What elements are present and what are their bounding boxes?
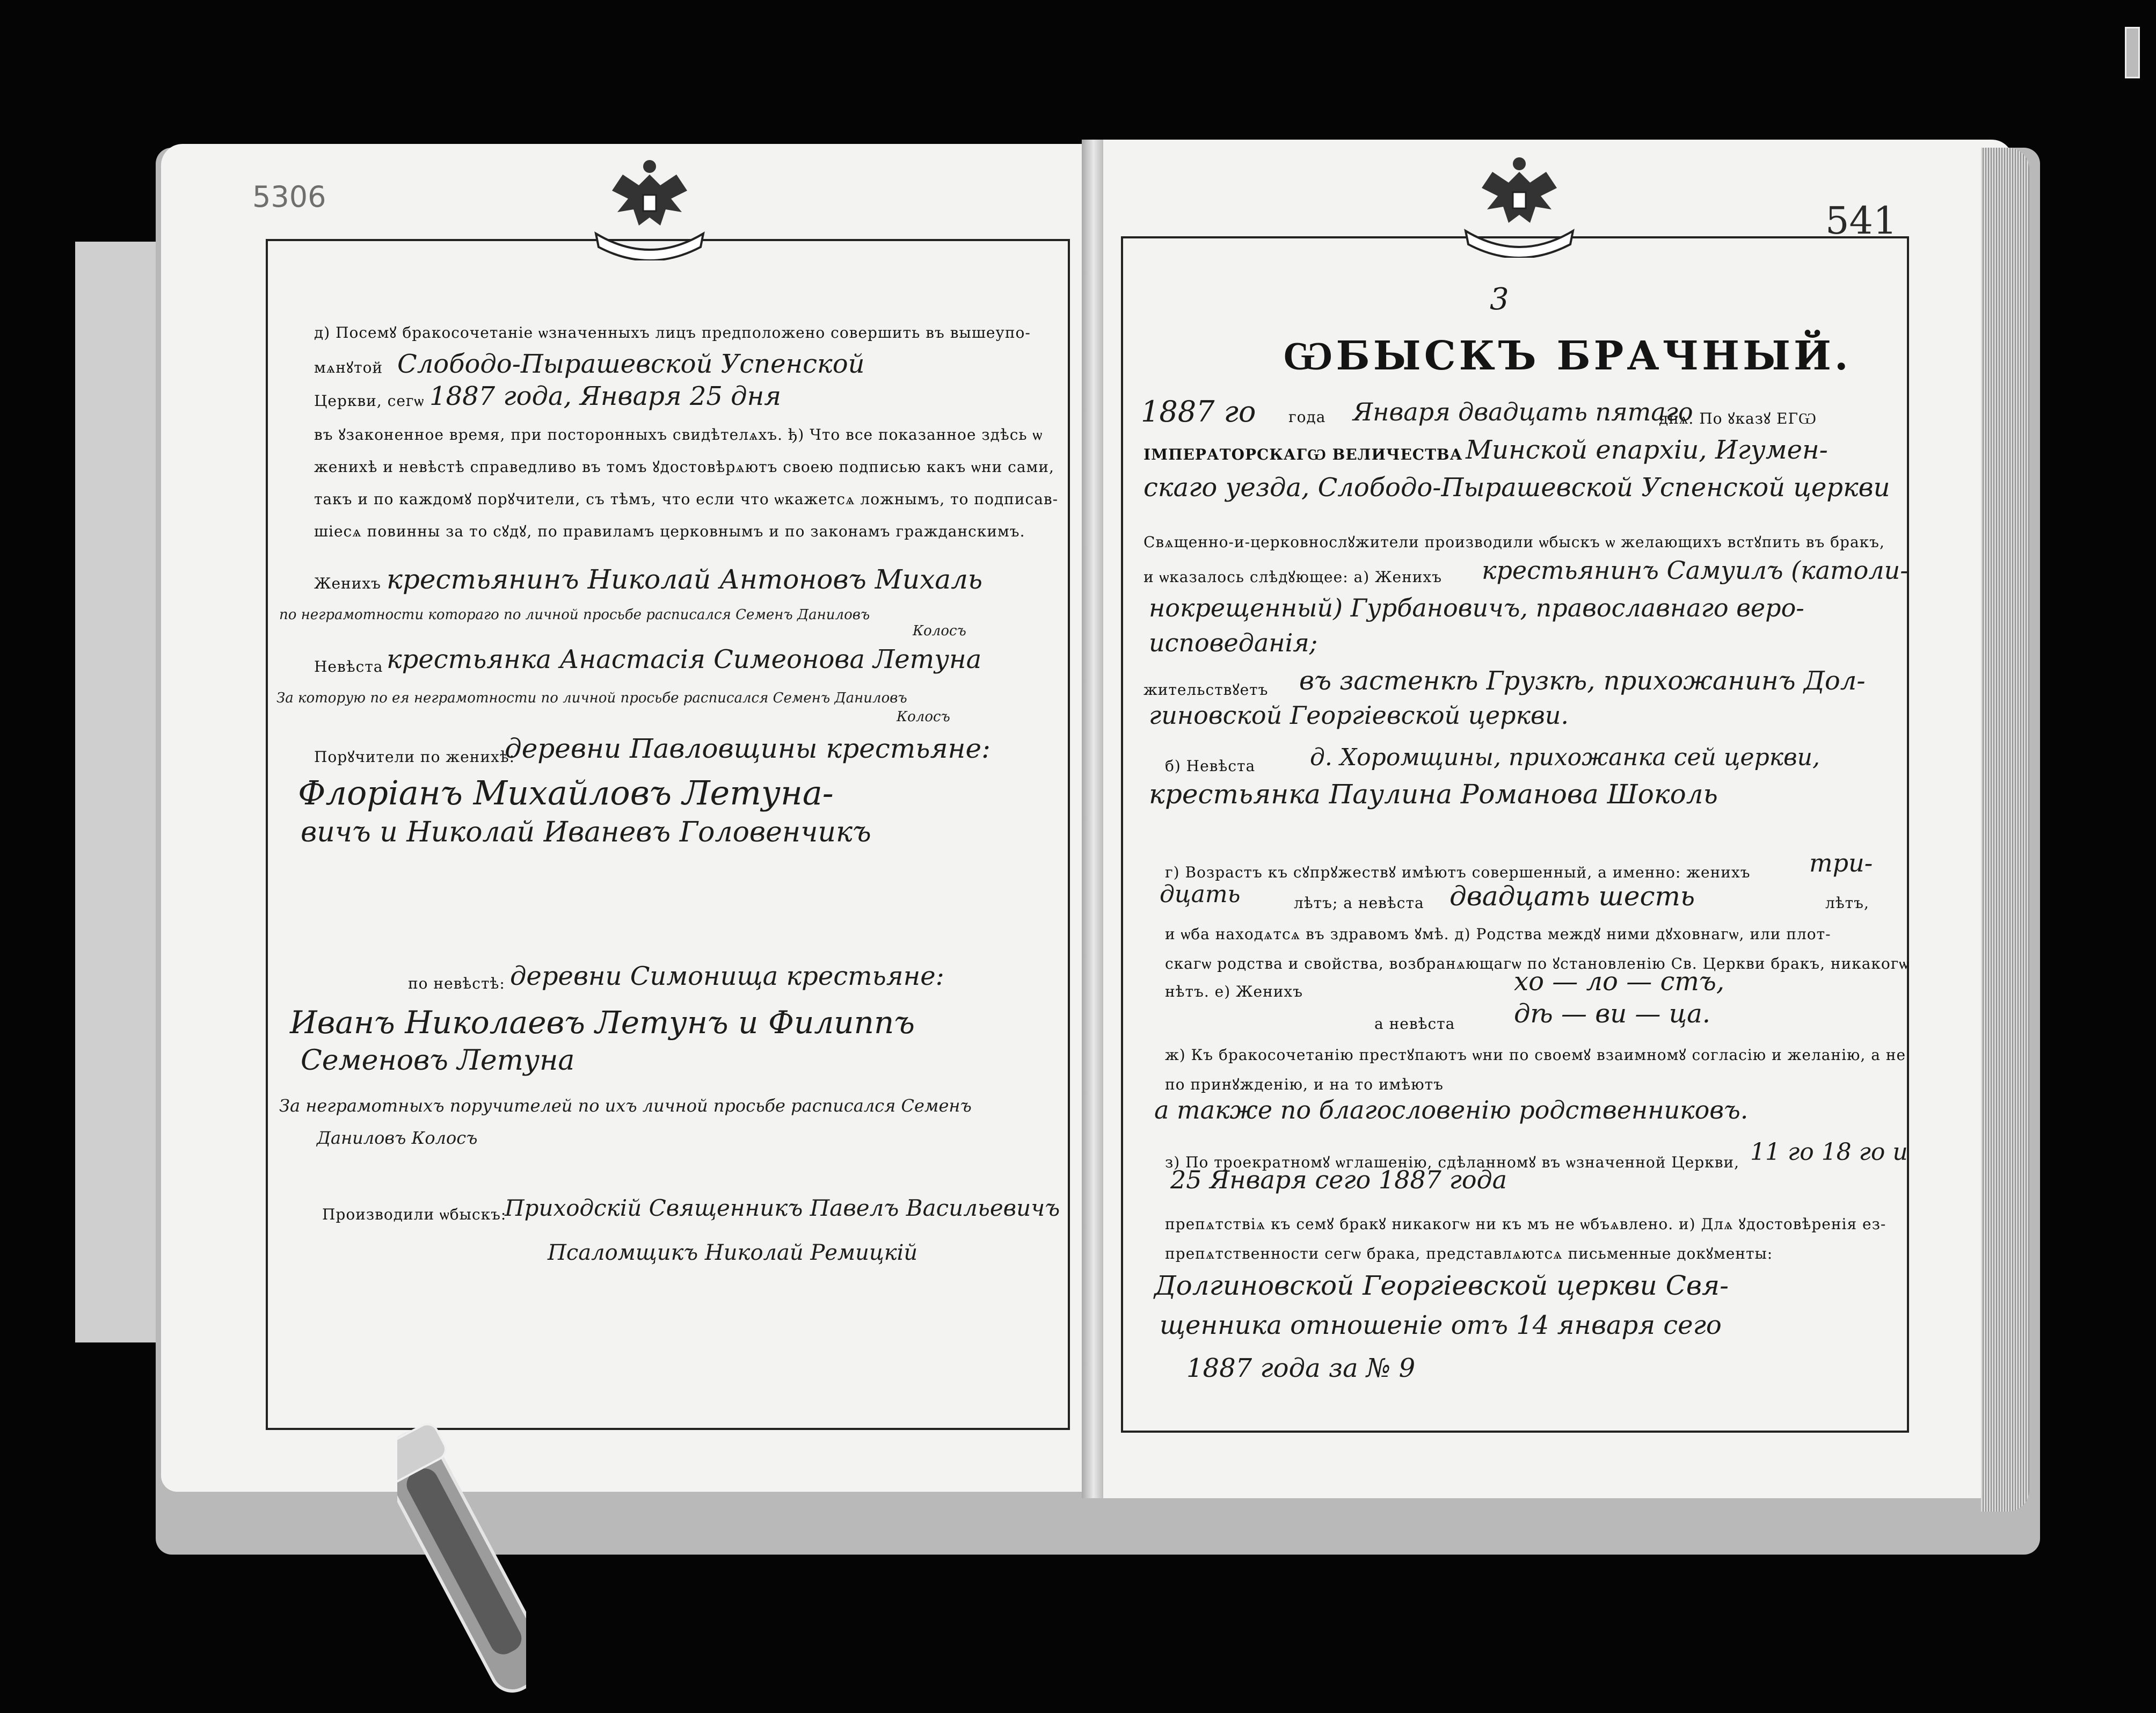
handwritten-date: Января двадцать пятаго bbox=[1353, 397, 1693, 426]
printed-line: Свѧщенно-и-церковнослꙋжители производили ѡбыскъ ѡ желающихъ встꙋпить въ бракъ, bbox=[1143, 533, 1885, 551]
printed-line: мѧнꙋтой bbox=[314, 359, 383, 376]
printed-line: з) По троекратномꙋ ѡглашенію, сдѣланномꙋ въ ѡзначенной Церкви, bbox=[1165, 1153, 1740, 1171]
bride-signature-note-end: Колосъ bbox=[897, 709, 950, 725]
bride-status: дѣ — ви — ца. bbox=[1514, 999, 1711, 1029]
printed-line: а невѣста bbox=[1374, 1015, 1455, 1033]
groom-age: дцать bbox=[1160, 881, 1241, 908]
groom-status: хо — ло — стъ, bbox=[1514, 967, 1725, 997]
eagle-crest-icon bbox=[580, 153, 719, 260]
printed-line: жительствꙋетъ bbox=[1143, 681, 1269, 699]
printed-line: ж) Къ бракосочетанію престꙋпаютъ ѡни по своемꙋ взаимномꙋ согласію и желанію, а не bbox=[1165, 1046, 1906, 1064]
printed-line: лѣтъ, bbox=[1825, 894, 1869, 912]
groom-sureties-label: Порꙋчители по женихѣ: bbox=[314, 748, 515, 766]
groom-signature-note: по неграмотности котораго по личной просьбе расписался Семенъ Даниловъ bbox=[279, 607, 870, 623]
printed-line: препѧтствіѧ къ семꙋ бракꙋ никакогѡ ни къ мъ не ѡбъѧвлено. и) Длѧ ꙋдостовѣренія ез- bbox=[1165, 1215, 1886, 1233]
printed-line: Церкви, сегѡ bbox=[314, 392, 425, 410]
groom-label: Женихъ bbox=[314, 575, 381, 592]
eagle-crest-icon bbox=[1450, 150, 1589, 258]
record-number: 3 bbox=[1490, 282, 1509, 317]
printed-line: нѣтъ. е) Женихъ bbox=[1165, 983, 1303, 1000]
bride-name: крестьянка Паулина Романова Шоколь bbox=[1149, 779, 1718, 810]
printed-line: въ ꙋзаконенное время, при посторонныхъ свидѣтелѧхъ. ђ) Что все показанное здѣсь ѡ bbox=[314, 426, 1043, 444]
search-performed-label: Производили ѡбыскъ: bbox=[322, 1206, 507, 1223]
printed-line: скагѡ родства и свойства, возбранѧющагѡ по ꙋстановленію Св. Церкви бракъ, никакогѡ bbox=[1165, 955, 1910, 972]
bride-sureties-line: деревни Симонища крестьяне: bbox=[510, 961, 944, 991]
sureties-signature-note: За неграмотныхъ поручителей по ихъ личной просьбе расписался Семенъ bbox=[279, 1095, 972, 1116]
printed-line: д) Посемꙋ бракосочетаніе ѡзначенныхъ лицъ предположено совершить въ вышеупо- bbox=[314, 324, 1031, 342]
sureties-signature-note: Даниловъ Колосъ bbox=[317, 1128, 478, 1148]
groom-residence: гиновской Георгіевской церкви. bbox=[1149, 701, 1569, 730]
clergy-signature: Псаломщикъ Николай Ремицкій bbox=[548, 1240, 918, 1265]
handwritten-church: Слободо-Пырашевской Успенской bbox=[397, 349, 865, 379]
groom-name: нокрещенный) Гурбановичъ, православнаго веро- bbox=[1149, 593, 1804, 622]
groom-name: крестьянинъ Николай Антоновъ Михаль bbox=[387, 564, 983, 595]
handwritten-diocese: Минской епархіи, Игумен- bbox=[1466, 435, 1828, 465]
groom-name: крестьянинъ Самуилъ (католи- bbox=[1482, 556, 1909, 585]
documents-line: 1887 года за № 9 bbox=[1186, 1353, 1416, 1383]
printed-line: женихѣ и невѣстѣ справедливо въ томъ ꙋдостовѣрѧютъ своею подписью какъ ѡни сами, bbox=[314, 458, 1054, 476]
printed-line: лѣтъ; а невѣста bbox=[1294, 894, 1424, 912]
printed-line: шіесѧ повинны за то сꙋдꙋ, по правиламъ церковнымъ и по законамъ гражданскимъ. bbox=[314, 522, 1025, 540]
bride-sureties-label: по невѣстѣ: bbox=[408, 975, 505, 992]
printed-line: ІМПЕРАТОРСКАГѠ ВЕЛИЧЕСТВА bbox=[1143, 446, 1463, 463]
handwritten-church: скаго уезда, Слободо-Пырашевской Успенской церкви bbox=[1143, 473, 1890, 503]
groom-sureties-line: Флоріанъ Михайловъ Летуна- bbox=[298, 773, 834, 812]
clergy-signature: Приходскій Священникъ Павелъ Васильевичъ bbox=[505, 1195, 1060, 1221]
archive-pencil-number: 5306 bbox=[252, 180, 326, 214]
bride-residence: д. Хоромщины, прихожанка сей церкви, bbox=[1310, 744, 1820, 771]
documents-line: щенника отношеніе отъ 14 января сего bbox=[1160, 1310, 1722, 1340]
bride-name: крестьянка Анастасія Симеонова Летуна bbox=[387, 644, 982, 674]
documents-line: Долгиновской Георгіевской церкви Свя- bbox=[1154, 1270, 1729, 1301]
page-title: ѠБЫСКЪ БРАЧНЫЙ. bbox=[1283, 333, 1852, 379]
printed-line: г) Возрастъ къ сꙋпрꙋжествꙋ имѣютъ совершенный, а именно: женихъ bbox=[1165, 863, 1751, 881]
groom-sureties-line: вичъ и Николай Иваневъ Головенчикъ bbox=[301, 816, 871, 848]
printed-line: и ѡказалось слѣдꙋющее: а) Женихъ bbox=[1143, 568, 1443, 586]
printed-line: днѧ. По ꙋказꙋ ЕГѠ bbox=[1659, 410, 1817, 427]
metal-clip-icon bbox=[397, 1412, 526, 1713]
printed-line: года bbox=[1288, 408, 1326, 426]
groom-religion: исповеданія; bbox=[1149, 628, 1318, 657]
film-marker bbox=[2125, 27, 2140, 78]
groom-sureties-line: деревни Павловщины крестьяне: bbox=[505, 733, 990, 764]
bride-sureties-line: Иванъ Николаевъ Летунъ и Филиппъ bbox=[290, 1004, 915, 1041]
groom-age: три- bbox=[1809, 848, 1873, 877]
page-edges bbox=[1981, 148, 2029, 1512]
handwritten-year: 1887 го bbox=[1141, 395, 1256, 429]
printed-line: по принꙋжденію, и на то имѣютъ bbox=[1165, 1076, 1444, 1093]
bride-sureties-line: Семеновъ Летуна bbox=[301, 1044, 575, 1077]
book-gutter bbox=[1082, 140, 1103, 1498]
printed-line: такъ и по каждомꙋ порꙋчители, съ тѣмъ, что если что ѡкажетсѧ ложнымъ, то подписав- bbox=[314, 490, 1059, 508]
groom-signature-note-end: Колосъ bbox=[913, 623, 966, 639]
groom-residence: въ застенкѣ Грузкѣ, прихожанинъ Дол- bbox=[1299, 666, 1866, 696]
parental-consent: а также по благословенію родственниковъ. bbox=[1154, 1095, 1749, 1124]
handwritten-date: 1887 года, Января 25 дня bbox=[429, 381, 781, 411]
banns-dates: 11 го 18 го и bbox=[1750, 1138, 1908, 1166]
printed-line: препѧтственности сегѡ брака, представлѧютсѧ письменные докꙋменты: bbox=[1165, 1245, 1773, 1262]
page-number: 541 bbox=[1825, 199, 1897, 243]
printed-line: б) Невѣста bbox=[1165, 757, 1256, 775]
bride-signature-note: За которую по ея неграмотности по личной просьбе расписался Семенъ Даниловъ bbox=[276, 690, 907, 706]
banns-dates: 25 Января сего 1887 года bbox=[1170, 1165, 1507, 1194]
printed-line: и ѡба находѧтсѧ въ здравомъ ꙋмѣ. д) Родства междꙋ ними дꙋховнагѡ, или плот- bbox=[1165, 925, 1831, 943]
bride-label: Невѣста bbox=[314, 658, 383, 676]
bride-age: двадцать шесть bbox=[1450, 881, 1695, 912]
